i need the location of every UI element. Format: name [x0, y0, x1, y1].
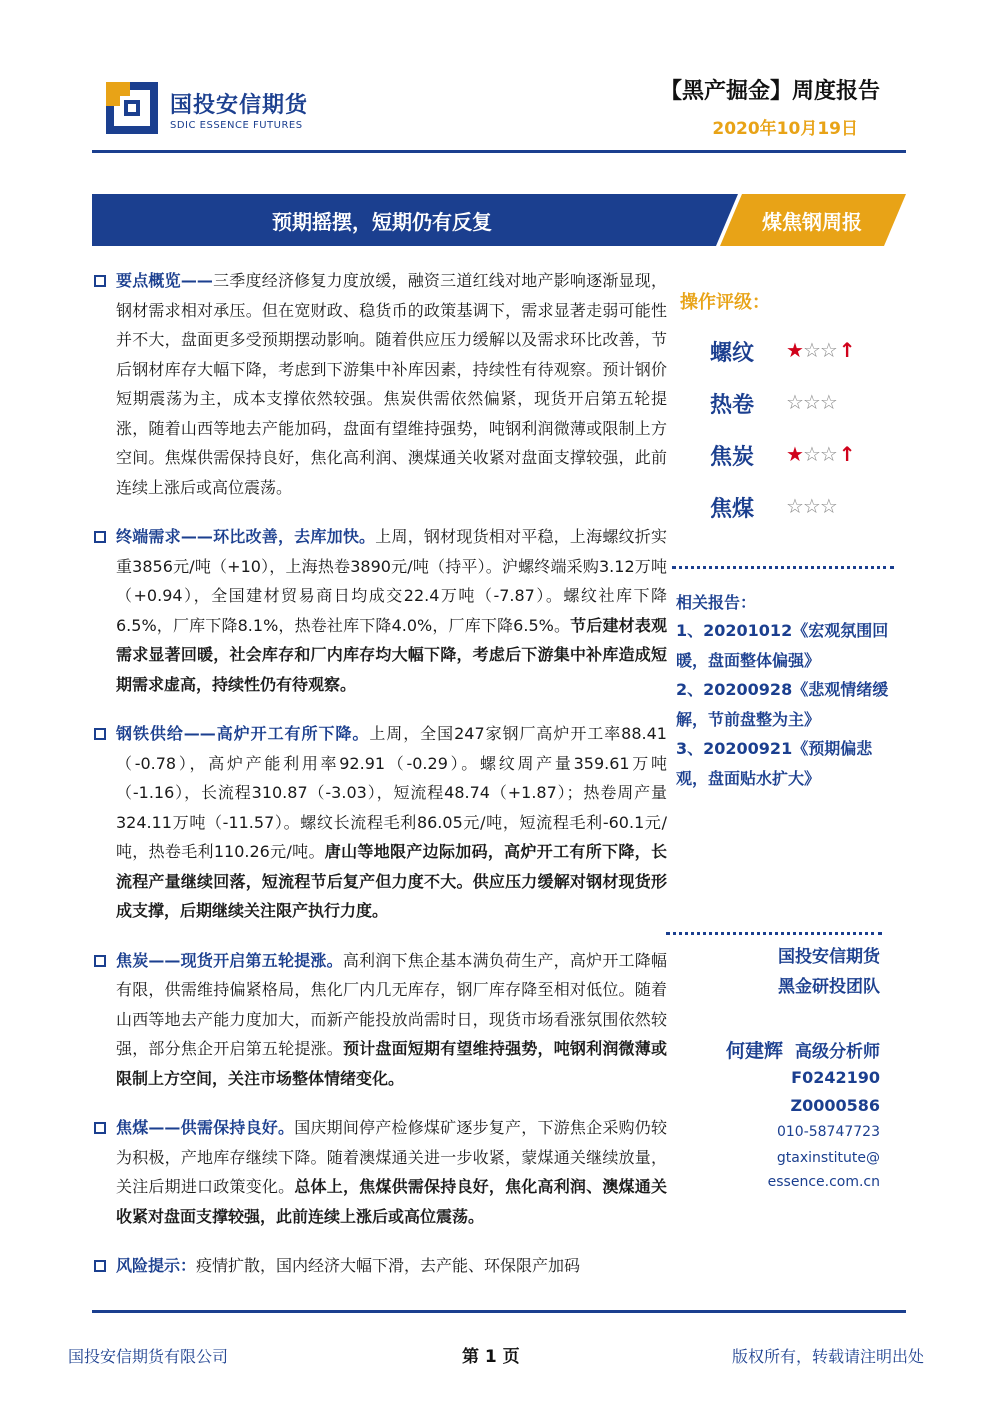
analyst-email[interactable]: gtaxinstitute@: [776, 1150, 880, 1166]
section-heading: 焦炭——现货开启第五轮提涨。: [116, 950, 343, 970]
section-conclusion: 节后建材表观需求显著回暖，社会库存和厂内库存均大幅下降，考虑后下游集中补库造成短期需求虚高，持续性仍有待观察。: [116, 615, 667, 694]
checkbox-bullet-icon: [94, 955, 106, 967]
team-name: 黑金研投团队: [778, 977, 880, 997]
star-empty-icon: ☆☆☆: [786, 390, 837, 414]
arrow-up-icon: ↑: [838, 442, 855, 466]
report-date: 2020年10月19日: [712, 119, 858, 139]
checkbox-bullet-icon: [94, 531, 106, 543]
rating-product: 热卷: [710, 393, 755, 418]
star-empty-icon: ☆☆: [802, 338, 837, 362]
related-reports-list: [676, 616, 900, 793]
star-empty-icon: ☆☆☆: [786, 494, 837, 518]
checkbox-bullet-icon: [94, 1260, 106, 1272]
section-conclusion: 唐山等地限产边际加码，高炉开工有所下降，长流程产量继续回落，短流程节后复产但力度不大。供应压力缓解对钢材现货形成支撑，后期继续关注限产执行力度。: [116, 842, 667, 920]
section-heading: 焦煤——供需保持良好。: [116, 1118, 295, 1137]
section-heading: 钢铁供给——高炉开工有所下降。: [116, 724, 370, 743]
footer-copyright: 版权所有，转载请注明出处: [731, 1347, 924, 1366]
main-content: [92, 266, 667, 1301]
analyst-phone: 010-58747723: [776, 1124, 880, 1140]
rating-row-coking-coal: [710, 492, 910, 526]
rating-stars: [786, 390, 839, 414]
related-report-item[interactable]: 2、20200928《悲观情绪缓解，节前盘整为主》: [676, 680, 889, 729]
section-supply: [92, 719, 667, 926]
checkbox-bullet-icon: [94, 275, 106, 287]
rating-row-hot-coil: [710, 388, 910, 422]
checkbox-bullet-icon: [94, 728, 106, 740]
header-divider: [92, 150, 906, 153]
logo-cn-text: 国投安信期货: [170, 93, 309, 118]
analyst-cert-advisor: Z0000586: [790, 1096, 880, 1115]
rating-stars: [786, 494, 839, 518]
section-body: 高利润下焦企基本满负荷生产，高炉开工降幅有限，供需维持偏紧格局，焦化厂内几无库存，钢厂库存降至相对低位。随着山西等地去产能力度加大，而新产能投放尚需时日，现货市场看涨氛围依然较强，部分焦企开启第五轮提涨。: [116, 950, 667, 1058]
related-report-item[interactable]: 1、20201012《宏观氛围回暖，盘面整体偏强》: [676, 621, 889, 670]
section-heading: 要点概览——: [116, 271, 213, 290]
analyst-title: 高级分析师: [795, 1042, 880, 1062]
company-logo: [106, 82, 336, 140]
logo-mark-icon: [106, 82, 158, 134]
sidebar-divider: [672, 566, 894, 569]
section-heading: 风险提示：: [116, 1256, 197, 1275]
rating-product: 焦煤: [710, 497, 755, 522]
analyst-email-domain[interactable]: essence.com.cn: [767, 1174, 880, 1190]
section-coke: [92, 946, 667, 1094]
section-body: 上周，钢材现货相对平稳，上海螺纹折实重3856元/吨（+10），上海热卷3890元/吨（持平）。沪螺终端采购3.12万吨（+0.94），全国建材贸易商日均成交22.4万吨（-7.87）。螺纹社库下降6.5%，厂库下降8.1%，热卷社库下降4.0%，厂库下降6.5%。: [116, 527, 667, 635]
analyst-cert-futures: F0242190: [791, 1068, 880, 1087]
sidebar-divider: [666, 932, 882, 935]
section-heading: 终端需求——环比改善，去库加快。: [116, 527, 376, 546]
section-body: 上周，全国247家钢厂高炉开工率88.41（-0.78），高炉产能利用率92.91（-0.29）。螺纹周产量359.61万吨（-1.16），长流程310.87（-3.03），短流程48.74（+1.87）；热卷周产量324.11万吨（-11.57）。螺纹长流程毛利86.05元/吨，短流程毛利-60.1元/吨，热卷毛利110.26元/吨。: [116, 724, 667, 861]
title-bar: [92, 194, 906, 246]
related-reports-title: 相关报告：: [676, 593, 757, 612]
rating-title: 操作评级：: [680, 292, 770, 313]
rating-stars: [786, 338, 855, 362]
report-title: 预期摇摆，短期仍有反复: [272, 210, 492, 234]
checkbox-bullet-icon: [94, 1122, 106, 1134]
rating-product: 焦炭: [710, 445, 755, 470]
team-organization: 国投安信期货: [778, 947, 880, 967]
section-body: 疫情扩散，国内经济大幅下滑，去产能、环保限产加码: [196, 1256, 581, 1275]
analyst-name: 何建辉: [725, 1040, 783, 1062]
footer-company: 国投安信期货有限公司: [68, 1347, 229, 1366]
rating-product: 螺纹: [710, 341, 755, 366]
report-type: 【黑产掘金】周度报告: [659, 79, 880, 104]
section-summary: [92, 266, 667, 502]
rating-stars: [786, 442, 855, 466]
page-number: 第 1 页: [462, 1347, 520, 1367]
rating-row-coke: [710, 440, 910, 474]
section-demand: [92, 522, 667, 699]
logo-en-text: SDIC ESSENCE FUTURES: [170, 120, 303, 131]
rating-row-rebar: [710, 336, 910, 370]
section-conclusion: 总体上，焦煤供需保持良好，焦化高利润、澳煤通关收紧对盘面支撑较强，此前连续上涨后或高位震荡。: [116, 1177, 667, 1226]
analyst-info: [726, 1036, 880, 1063]
star-filled-icon: ★: [786, 442, 803, 466]
section-body: 三季度经济修复力度放缓，融资三道红线对地产影响逐渐显现，钢材需求相对承压。但在宽财政、稳货币的政策基调下，需求显著走弱可能性并不大，盘面更多受预期摆动影响。随着供应压力缓解以及需求环比改善，节后钢材库存大幅下降，考虑到下游集中补库因素，持续性有待观察。预计钢价短期震荡为主，成本支撑依然较强。焦炭供需依然偏紧，现货开启第五轮提涨，随着山西等地去产能加码，盘面有望维持强势，吨钢利润微薄或限制上方空间。焦煤供需保持良好，焦化高利润、澳煤通关收紧对盘面支撑较强，此前连续上涨后或高位震荡。: [116, 271, 667, 497]
related-report-item[interactable]: 3、20200921《预期偏悲观，盘面贴水扩大》: [676, 739, 873, 788]
section-conclusion: 预计盘面短期有望维持强势，吨钢利润微薄或限制上方空间，关注市场整体情绪变化。: [116, 1039, 667, 1088]
footer-divider: [92, 1310, 906, 1313]
section-risk: [92, 1251, 667, 1281]
star-filled-icon: ★: [786, 338, 803, 362]
report-category-tag: 煤焦钢周报: [762, 210, 862, 234]
arrow-up-icon: ↑: [838, 338, 855, 362]
star-empty-icon: ☆☆: [802, 442, 837, 466]
section-body: 国庆期间停产检修煤矿逐步复产，下游焦企采购仍较为积极，产地库存继续下降。随着澳煤通关进一步收紧，蒙煤通关继续放量，关注后期进口政策变化。: [116, 1118, 667, 1196]
section-coking-coal: [92, 1113, 667, 1231]
